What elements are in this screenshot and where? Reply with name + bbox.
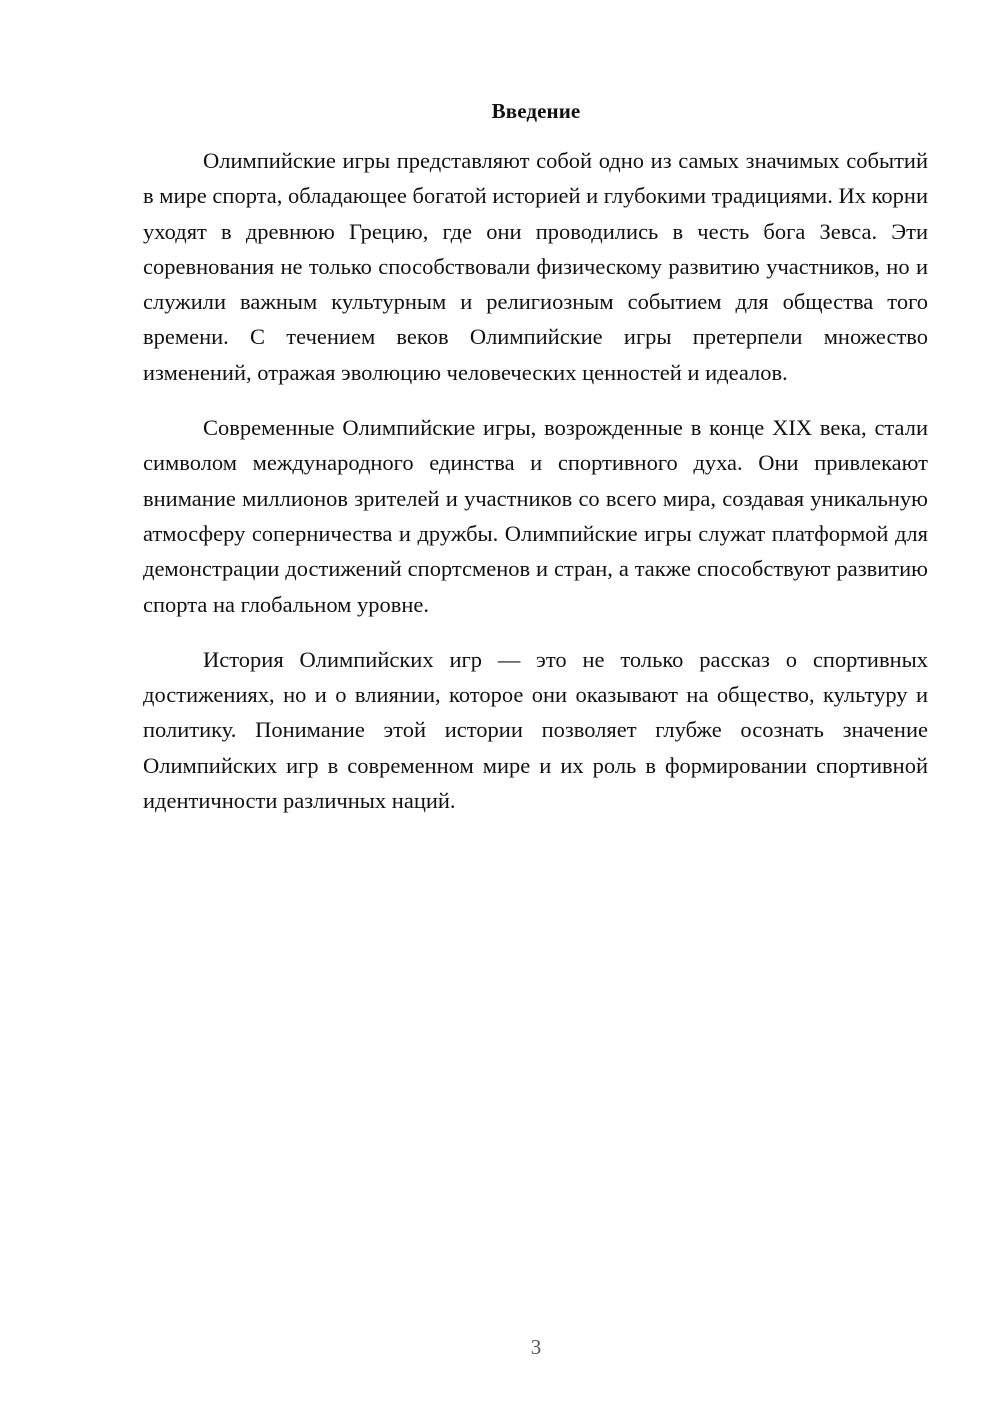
- paragraph-2: Современные Олимпийские игры, возрожденные в конце XIX века, стали символом международного единства и спортивного духа. Они привлекают внимание миллионов зрителей и участников со всего мира, создавая уникальную атмосферу соперничества и дружбы. Олимпийские игры служат платформой для демонстрации достижений спортсменов и стран, а также способствуют развитию спорта на глобальном уровне.: [143, 415, 928, 617]
- document-body: [143, 143, 928, 838]
- paragraph-3: История Олимпийских игр — это не только рассказ о спортивных достижениях, но и о влиянии, которое они оказывают на общество, культуру и политику. Понимание этой истории позволяет глубже осознать значение Олимпийских игр в современном мире и их роль в формировании спортивной идентичности различных наций.: [143, 646, 928, 814]
- page-title: Введение: [491, 99, 581, 123]
- paragraph-1: Олимпийские игры представляют собой одно из самых значимых событий в мире спорта, обладающее богатой историей и глубокими традициями. Их корни уходят в древнюю Грецию, где они проводились в честь бога Зевса. Эти соревнования не только способствовали физическому развитию участников, но и служили важным культурным и религиозным событием для общества того времени. С течением веков Олимпийские игры претерпели множество изменений, отражая эволюцию человеческих ценностей и идеалов.: [143, 148, 928, 385]
- page-number: 3: [530, 1335, 542, 1359]
